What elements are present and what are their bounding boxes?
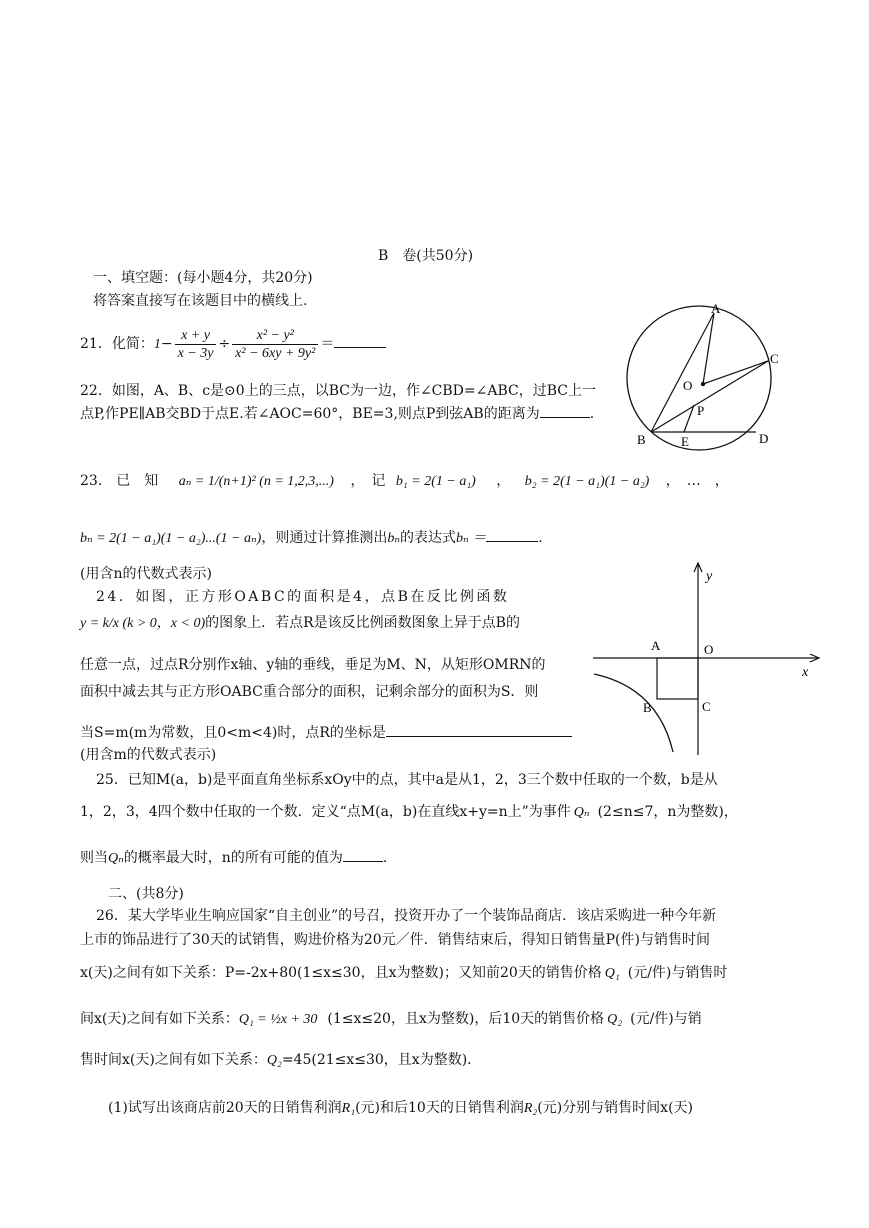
label-e: E [681, 434, 689, 449]
q25-answer-blank [343, 861, 383, 862]
label-c2: C [702, 699, 711, 714]
q24-note: (用含m的代数式表示) [80, 747, 217, 763]
hyperbola-curve [594, 674, 673, 752]
q24-line5: 当S=m(m为常数，且0<m<4)时，点R的坐标是 [80, 722, 572, 742]
label-a2: A [651, 638, 661, 653]
label-o2: O [704, 642, 714, 657]
q24-line4: 面积中减去其与正方形OABC重合部分的面积，记剩余部分的面积为S．则 [80, 684, 539, 700]
circle-figure [620, 295, 800, 465]
q21-one: 1 [153, 337, 161, 352]
q23-note: (用含n的代数式表示) [80, 566, 212, 582]
q24-line1: 24．如图，正方形OABC的面积是4，点B在反比例函数 [96, 589, 510, 605]
q23-line2: bₙ = 2(1 − a₁)(1 − a₂)...(1 − aₙ)，则通过计算推测出bₙ的表达式bₙ ＝ . [80, 530, 543, 546]
coordinate-figure [590, 560, 830, 760]
chord-bc [651, 361, 768, 432]
q23-b2: b₂ = 2(1 − a₁)(1 − a₂) [524, 474, 650, 489]
q23-b1: b₁ = 2(1 − a₁) [395, 474, 476, 489]
section1-title: 一、填空题：(每小题4分，共20分) [93, 270, 313, 286]
label-o: O [683, 378, 693, 393]
q26-line3: x(天)之间有如下关系：P=-2x+80(1≤x≤30，且x为整数)；又知前20天的销售价格 Q₁ (元/件)与销售时 [80, 965, 728, 981]
circle-o [627, 306, 771, 450]
question-21: 21．化简：1− $\frac{x + y}{x - 3y}$ ÷ $\frac{\text{x² − y²}}{\text{x² − 6xy + 9y²}}$ ＝ [80, 324, 386, 365]
q26-line4: 间x(天)之间有如下关系：Q₁ = ½x + 30 (1≤x≤20，且x为整数)，后10天的销售价格 Q₂ (元/件)与销 [80, 1011, 702, 1027]
q22-line1: 22．如图，A、B、c是⊙0上的三点，以BC为一边，作∠CBD=∠ABC，过BC上一 [80, 383, 596, 399]
label-c: C [770, 351, 779, 366]
label-b: B [637, 432, 646, 447]
q26-sub1: (1)试写出该商店前20天的日销售利润R₁(元)和后10天的日销售利润R₂(元)分别与销售时间x(天) [108, 1100, 693, 1116]
square-oabc [657, 658, 698, 699]
section-header: B 卷(共50分) [378, 248, 474, 264]
q21-fraction-1: $\frac{x + y}{x - 3y}$ [175, 327, 217, 362]
q21-prefix: 21．化简： [80, 336, 154, 352]
label-a: A [711, 301, 721, 316]
q24-line2: y = k/x (k > 0，x < 0)的图象上．若点R是该反比例函数图象上异于点B的 [80, 615, 520, 631]
label-d: D [759, 431, 769, 446]
q24-answer-blank [386, 736, 572, 737]
label-y: y [706, 569, 713, 584]
q23-a-definition: aₙ = 1/(n+1)² (n = 1,2,3,...) [178, 474, 334, 489]
q23-answer-blank [486, 541, 538, 542]
q25-line2: 1，2，3，4四个数中任取的一个数．定义“点M(a，b)在直线x+y=n上”为事件 Qₙ (2≤n≤7，n为整数)， [80, 804, 738, 820]
q22-answer-blank [540, 417, 590, 418]
label-p: P [697, 403, 705, 418]
center-dot [701, 382, 705, 386]
q21-divide: ÷ [218, 336, 231, 352]
q25-line1: 25．已知M(a，b)是平面直角坐标系xOy中的点，其中a是从1，2，3三个数中任取的一个数，b是从 [96, 772, 718, 788]
q23-bn: bₙ = 2(1 − a₁)(1 − a₂)...(1 − aₙ) [80, 531, 262, 546]
q26-line2: 上市的饰品进行了30天的试销售，购进价格为20元／件．销售结束后，得知日销售量P(件)与销售时间 [80, 932, 710, 948]
q21-answer-blank [334, 347, 386, 348]
section1-instruction: 将答案直接写在该题目中的横线上. [93, 293, 308, 309]
q21-fraction-2: $\frac{\text{x² − y²}}{\text{x² − 6xy + 9y²}}$ [232, 327, 318, 362]
q26-line1: 26．某大学毕业生响应国家“自主创业”的号召，投资开办了一个装饰品商店．该店采购进一种今年新 [96, 908, 717, 924]
q26-line5: 售时间x(天)之间有如下关系：Q₂=45(21≤x≤30，且x为整数)． [80, 1052, 482, 1068]
label-x: x [802, 665, 809, 680]
label-b2: B [643, 700, 652, 715]
q24-line3: 任意一点，过点R分别作x轴、y轴的垂线，垂足为M、N，从矩形OMRN的 [80, 657, 546, 673]
section2-title: 二、(共8分) [108, 886, 184, 902]
q25-line3: 则当Qₙ的概率最大时，n的所有可能的值为 . [80, 850, 388, 866]
q24-function: y = k/x (k > 0，x < 0) [80, 616, 206, 631]
q21-equals: ＝ [320, 336, 335, 352]
q23-line1: 23. 已 知 aₙ = 1/(n+1)² (n = 1,2,3,...) ， 记 b₁ = 2(1 − a₁) ， b₂ = 2(1 − a₁)(1 − a₂) ， … ， [80, 473, 729, 489]
q22-line2: 点P,作PE∥AB交BD于点E.若∠AOC=60°，BE=3,则点P到弦AB的距离为 . [80, 406, 595, 422]
q26-q1-formula: Q₁ = ½x + 30 [238, 1012, 318, 1027]
